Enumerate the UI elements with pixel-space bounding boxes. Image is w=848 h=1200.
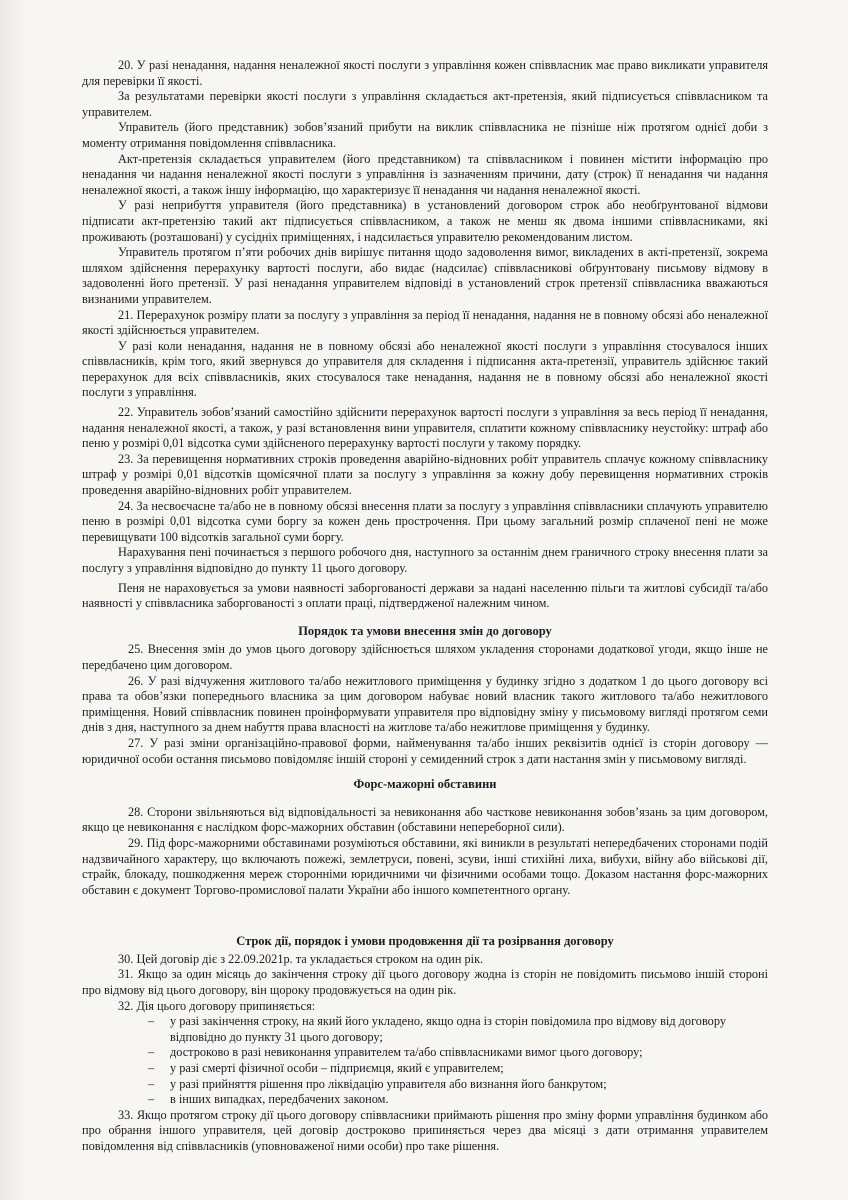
paragraph-20-resolution: Управитель протягом п’яти робочих днів вирішує питання щодо задоволення вимог, викладених в акті-претензії, зокрема шляхом здійснення перерахунку вартості послуги, або видає (надсилає) співвласникові обґрунтовану письмову відмову в задоволенні його претензії. У разі ненадання управителем відповіді в установлений строк претензії співвласника вважаються визнаними управителем. [82,245,768,306]
list-item: – у разі закінчення строку, на який його укладено, якщо одна із сторін повідомила про відмову від договору відповідно до пункту 31 цього договору; [148,1014,768,1045]
paragraph-26: 26. У разі відчуження житлового та/або нежитлового приміщення у будинку згідно з додатком 1 до цього договору всі права та обов’язки попереднього власника за цим договором набуває новий власник такого житлового та/або нежитлового приміщення. Новий співвласник повинен проінформувати управителя про відповідну зміну у письмовому вигляді протягом семи днів з дня, наступного за днем набуття права власності на житлове та/або нежитлове приміщення у будинку. [82,673,768,735]
paragraph-32: 32. Дія цього договору припиняється: [118,998,316,1013]
paragraph-21: 21. Перерахунок розміру плати за послугу з управління за період її ненадання, надання не в повному обсязі або неналежної якості здійснюється управителем. [82,307,768,338]
list-item: – достроково в разі невиконання управителем та/або співвласниками вимог цього договору; [148,1045,768,1061]
paragraph-21-others: У разі коли ненадання, надання не в повному обсязі або неналежної якості послуги з управління стосувалося інших співвласників, крім того, який звернувся до управителя для складення і підписання акта-претензії, управитель здійснює такий перерахунок для всіх співвласників, яких стосувалося таке ненадання, надання не в повному обсязі або неналежної якості послуги з управління. [82,338,768,400]
paragraph-30: 30. Цей договір діє з 22.09.2021р. та укладається строком на один рік. [118,951,484,966]
paragraph-24: 24. За несвоєчасне та/або не в повному обсязі внесення плати за послугу з управління співвласники сплачують управителю пеню в розмірі 0,01 відсотка суми боргу за кожен день прострочення. При цьому загальний розмір сплаченої пені не може перевищувати 100 відсотків загальної суми боргу. [82,498,768,544]
paragraph-20-absence: У разі неприбуття управителя (його представника) в установлений договором строк або необґрунтованої відмови підписати акт-претензію такий акт підписується співвласником, а також не менш як двома іншими співвласниками, які проживають (розташовані) у сусідніх приміщеннях, і надсилається управителю рекомендованим листом. [82,198,768,244]
paragraph-27: 27. У разі зміни організаційно-правової форми, найменування та/або інших реквізитів однієї із сторін договору — юридичної особи остання письмово повідомляє іншій стороні у семиденний строк з дати настання змін у письмовому вигляді. [82,735,768,766]
paragraph-33: 33. Якщо протягом строку дії цього договору співвласники приймають рішення про зміну форми управління будинком або про обрання іншого управителя, цей договір достроково припиняється через два місяці з дати отримання управителем повідомлення від співвласників (уповноваженої ними особи) про таке рішення. [82,1107,768,1153]
list-item: – у разі прийняття рішення про ліквідацію управителя або визнання його банкрутом; [148,1077,768,1093]
scan-edge-shadow [0,0,28,1200]
paragraph-29: 29. Під форс-мажорними обставинами розуміються обставини, які виникли в результаті непередбачених сторонами подій надзвичайного характеру, що включають пожежі, землетруси, повені, зсуви, інші стихійні лиха, вибухи, війну або військові дії, страйк, блокаду, пошкодження мереж сторонніми юридичними чи фізичними особами тощо. Доказом настання форс-мажорних обставин є документ Торгово-промислової палати України або іншого компетентного органу. [82,835,768,897]
paragraph-20-act: За результатами перевірки якості послуги з управління складається акт-претензія, який підписується співвласником та управителем. [82,89,768,119]
section-title-force-majeure: Форс-мажорні обставини [353,777,497,792]
document-body [82,58,768,1155]
paragraph-20: 20. У разі ненадання, надання неналежної якості послуги з управління кожен співвласник має право викликати управителя для перевірки її якості. [82,58,768,88]
section-title-amendments: Порядок та умови внесення змін до договору [298,623,552,638]
section-title-term: Строк дії, порядок і умови продовження дії та розірвання договору [236,934,614,949]
list-item: – в інших випадках, передбачених законом. [148,1092,768,1108]
paragraph-25: 25. Внесення змін до умов цього договору здійснюється шляхом укладення сторонами додаткової угоди, якщо інше не передбачено цим договором. [82,642,768,672]
list-item: – у разі смерті фізичної особи – підприємця, який є управителем; [148,1061,768,1077]
paragraph-31: 31. Якщо за один місяць до закінчення строку дії цього договору жодна із сторін не повідомить письмово іншій стороні про відмову від цього договору, він щороку продовжується на один рік. [82,967,768,998]
paragraph-24-penalty-start: Нарахування пені починається з першого робочого дня, наступного за останнім днем граничного строку внесення плати за послугу з управління відповідно до пункту 11 цього договору. [82,545,768,575]
paragraph-24-penalty-exempt: Пеня не нараховується за умови наявності заборгованості держави за надані населенню пільги та житлові субсидії та/або наявності у співвласника заборгованості з оплати праці, підтвердженої належним чином. [82,580,768,611]
paragraph-28: 28. Сторони звільняються від відповідальності за невиконання або часткове невиконання зобов’язань за цим договором, якщо це невиконання є наслідком форс-мажорних обставин (обставини непереборної сили). [82,804,768,835]
paragraph-23: 23. За перевищення нормативних строків проведення аварійно-відновних робіт управитель сплачує кожному співвласнику штраф у розмірі 0,01 відсотків щомісячної плати за послугу з управління за кожну добу перевищення нормативних строків проведення аварійно-відновних робіт управителем. [82,451,768,498]
paragraph-20-act-content: Акт-претензія складається управителем (його представником) та співвласником і повинен містити інформацію про ненадання чи надання неналежної якості послуги з управління із зазначенням причини, дату (строк) її ненадання чи надання неналежної якості, а також іншу інформацію, що характеризує її ненадання чи надання неналежної якості. [82,151,768,197]
termination-list [82,1014,768,1108]
paragraph-22: 22. Управитель зобов’язаний самостійно здійснити перерахунок вартості послуги з управління за весь період її ненадання, надання неналежної якості, а також, у разі встановлення вини управителя, сплатити кожному співвласнику неустойку: штраф або пеню у розмірі 0,01 відсотка суми здійсненого перерахунку вартості послуги у такому порядку. [82,405,768,451]
paragraph-20-arrival: Управитель (його представник) зобов’язаний прибути на виклик співвласника не пізніше ніж протягом однієї доби з моменту отримання повідомлення співвласника. [82,120,768,150]
